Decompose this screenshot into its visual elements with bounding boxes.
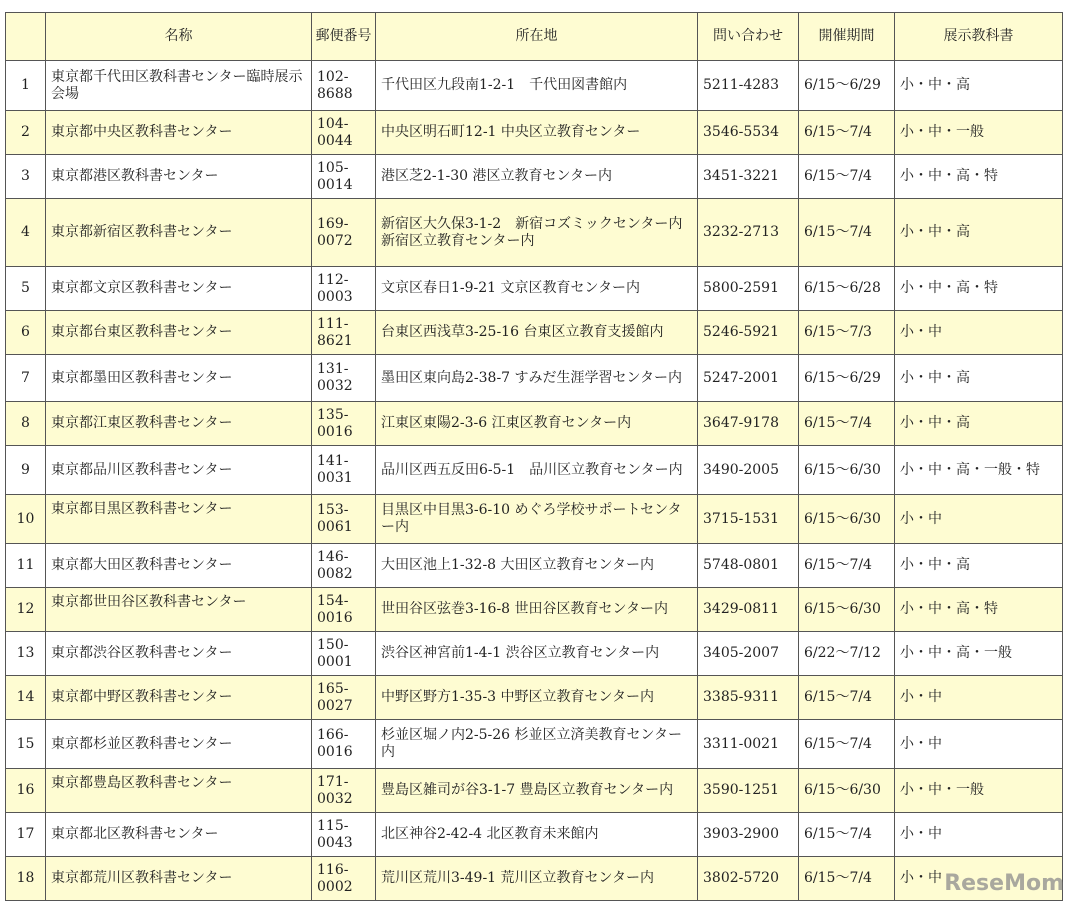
facility-name: 東京都港区教科書センター: [46, 155, 312, 199]
postal-code: 166-0016: [312, 720, 376, 769]
phone: 3232-2713: [698, 199, 799, 267]
row-number: 7: [6, 355, 46, 402]
phone: 5748-0801: [698, 544, 799, 588]
period: 6/15〜6/29: [799, 61, 895, 111]
period: 6/15〜7/3: [799, 311, 895, 355]
address: 港区芝2-1-30 港区立教育センター内: [376, 155, 698, 199]
table-row: [6, 355, 1063, 402]
postal-code: 102-8688: [312, 61, 376, 111]
address: 杉並区堀ノ内2-5-26 杉並区立済美教育センター内: [376, 720, 698, 769]
period: 6/15〜6/30: [799, 495, 895, 544]
row-number: 14: [6, 676, 46, 720]
address: 目黒区中目黒3-6-10 めぐろ学校サポートセンター内: [376, 495, 698, 544]
table-row: [6, 544, 1063, 588]
phone: 3311-0021: [698, 720, 799, 769]
header-books: 展示教科書: [895, 13, 1063, 61]
header-number: [6, 13, 46, 61]
textbooks: 小・中: [895, 676, 1063, 720]
table-row: [6, 676, 1063, 720]
phone: 3903-2900: [698, 813, 799, 857]
address: 墨田区東向島2-38-7 すみだ生涯学習センター内: [376, 355, 698, 402]
phone: 3647-9178: [698, 402, 799, 446]
row-number: 10: [6, 495, 46, 544]
textbooks: 小・中・高: [895, 544, 1063, 588]
phone: 3405-2007: [698, 632, 799, 676]
table-row: [6, 588, 1063, 632]
period: 6/15〜7/4: [799, 857, 895, 901]
address: 中野区野方1-35-3 中野区立教育センター内: [376, 676, 698, 720]
table-row: [6, 857, 1063, 901]
phone: 3715-1531: [698, 495, 799, 544]
phone: 5800-2591: [698, 267, 799, 311]
period: 6/15〜7/4: [799, 813, 895, 857]
period: 6/15〜7/4: [799, 544, 895, 588]
phone: 3451-3221: [698, 155, 799, 199]
postal-code: 171-0032: [312, 769, 376, 813]
header-name: 名称: [46, 13, 312, 61]
row-number: 13: [6, 632, 46, 676]
textbooks: 小・中・高: [895, 402, 1063, 446]
table-row: [6, 446, 1063, 495]
postal-code: 105-0014: [312, 155, 376, 199]
row-number: 12: [6, 588, 46, 632]
table-row: [6, 267, 1063, 311]
period: 6/15〜6/30: [799, 446, 895, 495]
textbooks: 小・中: [895, 311, 1063, 355]
table-row: [6, 495, 1063, 544]
facility-name: 東京都荒川区教科書センター: [46, 857, 312, 901]
textbooks: 小・中・高: [895, 61, 1063, 111]
textbooks: 小・中: [895, 857, 1063, 901]
textbooks: 小・中: [895, 495, 1063, 544]
phone: 3546-5534: [698, 111, 799, 155]
textbooks: 小・中・高・特: [895, 267, 1063, 311]
facility-name: 東京都品川区教科書センター: [46, 446, 312, 495]
table-row: [6, 111, 1063, 155]
period: 6/15〜7/4: [799, 155, 895, 199]
phone: 3802-5720: [698, 857, 799, 901]
address: 文京区春日1-9-21 文京区教育センター内: [376, 267, 698, 311]
header-phone: 問い合わせ: [698, 13, 799, 61]
textbooks: 小・中・高・一般: [895, 632, 1063, 676]
row-number: 17: [6, 813, 46, 857]
postal-code: 141-0031: [312, 446, 376, 495]
period: 6/15〜7/4: [799, 720, 895, 769]
address: 荒川区荒川3-49-1 荒川区立教育センター内: [376, 857, 698, 901]
period: 6/22〜7/12: [799, 632, 895, 676]
facility-name: 東京都世田谷区教科書センター: [46, 588, 312, 632]
table-row: [6, 720, 1063, 769]
address: 大田区池上1-32-8 大田区立教育センター内: [376, 544, 698, 588]
textbook-center-table: [5, 12, 1063, 901]
header-row: [6, 13, 1063, 61]
row-number: 3: [6, 155, 46, 199]
textbooks: 小・中・高・特: [895, 588, 1063, 632]
row-number: 16: [6, 769, 46, 813]
phone: 5246-5921: [698, 311, 799, 355]
period: 6/15〜7/4: [799, 199, 895, 267]
textbooks: 小・中・一般: [895, 111, 1063, 155]
facility-name: 東京都墨田区教科書センター: [46, 355, 312, 402]
table-row: [6, 632, 1063, 676]
period: 6/15〜7/4: [799, 402, 895, 446]
period: 6/15〜6/30: [799, 769, 895, 813]
textbooks: 小・中・高: [895, 355, 1063, 402]
table-row: [6, 61, 1063, 111]
facility-name: 東京都渋谷区教科書センター: [46, 632, 312, 676]
postal-code: 146-0082: [312, 544, 376, 588]
period: 6/15〜7/4: [799, 676, 895, 720]
textbooks: 小・中: [895, 813, 1063, 857]
facility-name: 東京都千代田区教科書センター臨時展示会場: [46, 61, 312, 111]
row-number: 8: [6, 402, 46, 446]
facility-name: 東京都北区教科書センター: [46, 813, 312, 857]
address: 新宿区大久保3-1-2 新宿コズミックセンター内 新宿区立教育センター内: [376, 199, 698, 267]
facility-name: 東京都大田区教科書センター: [46, 544, 312, 588]
row-number: 11: [6, 544, 46, 588]
address: 豊島区雑司が谷3-1-7 豊島区立教育センター内: [376, 769, 698, 813]
resemom-logo: ReseMom: [944, 871, 1064, 896]
address: 台東区西浅草3-25-16 台東区立教育支援館内: [376, 311, 698, 355]
period: 6/15〜6/28: [799, 267, 895, 311]
phone: 3490-2005: [698, 446, 799, 495]
postal-code: 112-0003: [312, 267, 376, 311]
postal-code: 104-0044: [312, 111, 376, 155]
postal-code: 116-0002: [312, 857, 376, 901]
postal-code: 150-0001: [312, 632, 376, 676]
facility-name: 東京都新宿区教科書センター: [46, 199, 312, 267]
row-number: 18: [6, 857, 46, 901]
address: 中央区明石町12-1 中央区立教育センター: [376, 111, 698, 155]
header-zip: 郵便番号: [312, 13, 376, 61]
textbooks: 小・中・高: [895, 199, 1063, 267]
row-number: 2: [6, 111, 46, 155]
facility-name: 東京都中野区教科書センター: [46, 676, 312, 720]
facility-name: 東京都江東区教科書センター: [46, 402, 312, 446]
postal-code: 169-0072: [312, 199, 376, 267]
postal-code: 135-0016: [312, 402, 376, 446]
phone: 5211-4283: [698, 61, 799, 111]
phone: 3590-1251: [698, 769, 799, 813]
facility-name: 東京都文京区教科書センター: [46, 267, 312, 311]
table-row: [6, 199, 1063, 267]
textbooks: 小・中: [895, 720, 1063, 769]
phone: 3385-9311: [698, 676, 799, 720]
period: 6/15〜6/29: [799, 355, 895, 402]
header-address: 所在地: [376, 13, 698, 61]
phone: 5247-2001: [698, 355, 799, 402]
period: 6/15〜6/30: [799, 588, 895, 632]
postal-code: 111-8621: [312, 311, 376, 355]
table-row: [6, 402, 1063, 446]
table-row: [6, 311, 1063, 355]
address: 北区神谷2-42-4 北区教育未来館内: [376, 813, 698, 857]
row-number: 5: [6, 267, 46, 311]
address: 渋谷区神宮前1-4-1 渋谷区立教育センター内: [376, 632, 698, 676]
postal-code: 153-0061: [312, 495, 376, 544]
address: 品川区西五反田6-5-1 品川区立教育センター内: [376, 446, 698, 495]
postal-code: 115-0043: [312, 813, 376, 857]
address: 千代田区九段南1-2-1 千代田図書館内: [376, 61, 698, 111]
row-number: 4: [6, 199, 46, 267]
period: 6/15〜7/4: [799, 111, 895, 155]
address: 世田谷区弦巻3-16-8 世田谷区教育センター内: [376, 588, 698, 632]
postal-code: 131-0032: [312, 355, 376, 402]
header-period: 開催期間: [799, 13, 895, 61]
postal-code: 165-0027: [312, 676, 376, 720]
table-row: [6, 155, 1063, 199]
facility-name: 東京都台東区教科書センター: [46, 311, 312, 355]
textbooks: 小・中・高・特: [895, 155, 1063, 199]
facility-name: 東京都中央区教科書センター: [46, 111, 312, 155]
textbooks: 小・中・高・一般・特: [895, 446, 1063, 495]
facility-name: 東京都豊島区教科書センター: [46, 769, 312, 813]
textbooks: 小・中・一般: [895, 769, 1063, 813]
table-row: [6, 813, 1063, 857]
postal-code: 154-0016: [312, 588, 376, 632]
address: 江東区東陽2-3-6 江東区教育センター内: [376, 402, 698, 446]
row-number: 6: [6, 311, 46, 355]
row-number: 1: [6, 61, 46, 111]
table-container: [5, 12, 1063, 901]
phone: 3429-0811: [698, 588, 799, 632]
facility-name: 東京都目黒区教科書センター: [46, 495, 312, 544]
facility-name: 東京都杉並区教科書センター: [46, 720, 312, 769]
row-number: 9: [6, 446, 46, 495]
row-number: 15: [6, 720, 46, 769]
table-row: [6, 769, 1063, 813]
